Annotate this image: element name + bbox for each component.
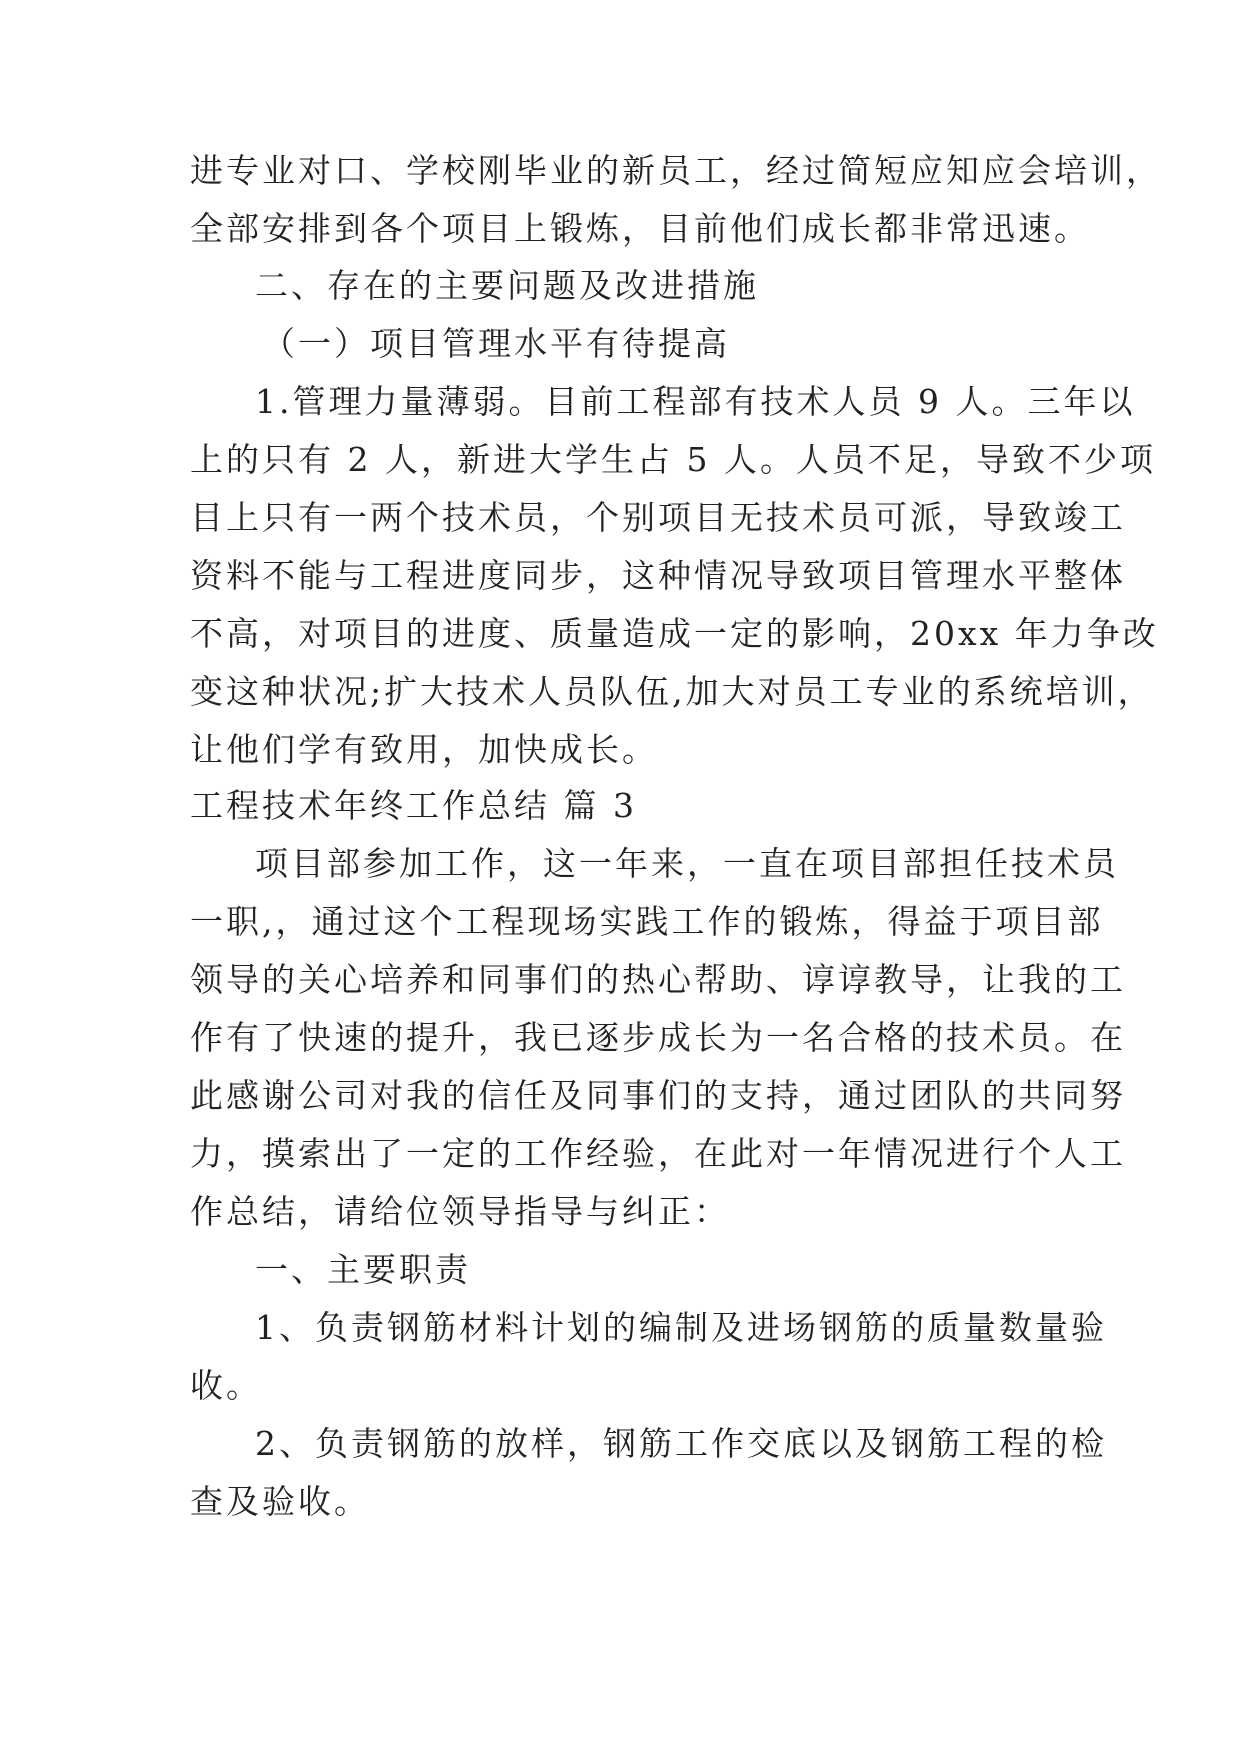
text-line: 1、负责钢筋材料计划的编制及进场钢筋的质量数量验 (255, 1308, 1107, 1347)
text-line: 资料不能与工程进度同步，这种情况导致项目管理水平整体 (190, 556, 1126, 595)
text-line: 一职,，通过这个工程现场实践工作的锻炼，得益于项目部 (190, 902, 1104, 941)
text-line: 进专业对口、学校刚毕业的新员工，经过简短应知应会培训， (190, 151, 1162, 190)
text-line: 目上只有一两个技术员，个别项目无技术员可派，导致竣工 (190, 498, 1126, 537)
text-line: 领导的关心培养和同事们的热心帮助、谆谆教导，让我的工 (190, 960, 1126, 999)
text-line: 全部安排到各个项目上锻炼，目前他们成长都非常迅速。 (190, 209, 1090, 248)
text-line: 项目部参加工作，这一年来，一直在项目部担任技术员 (255, 844, 1119, 883)
text-line: 收。 (190, 1366, 262, 1405)
article-title: 工程技术年终工作总结 篇 3 (190, 786, 637, 825)
text-line: 作有了快速的提升，我已逐步成长为一名合格的技术员。在 (190, 1018, 1126, 1057)
text-line: 查及验收。 (190, 1482, 370, 1521)
subsection-heading: （一）项目管理水平有待提高 (262, 324, 730, 363)
section-heading: 二、存在的主要问题及改进措施 (255, 266, 759, 305)
section-heading: 一、主要职责 (255, 1250, 471, 1289)
text-line: 变这种状况;扩大技术人员队伍,加大对员工专业的系统培训， (190, 672, 1154, 711)
text-line: 2、负责钢筋的放样，钢筋工作交底以及钢筋工程的检 (255, 1424, 1107, 1463)
text-line: 力，摸索出了一定的工作经验，在此对一年情况进行个人工 (190, 1134, 1126, 1173)
text-line: 此感谢公司对我的信任及同事们的支持，通过团队的共同努 (190, 1076, 1126, 1115)
text-line: 让他们学有致用，加快成长。 (190, 730, 658, 769)
text-line: 不高，对项目的进度、质量造成一定的影响，20xx 年力争改 (190, 614, 1159, 653)
text-line: 上的只有 2 人，新进大学生占 5 人。人员不足，导致不少项 (190, 440, 1156, 479)
text-line: 1.管理力量薄弱。目前工程部有技术人员 9 人。三年以 (255, 382, 1136, 421)
text-line: 作总结，请给位领导指导与纠正： (190, 1192, 730, 1231)
